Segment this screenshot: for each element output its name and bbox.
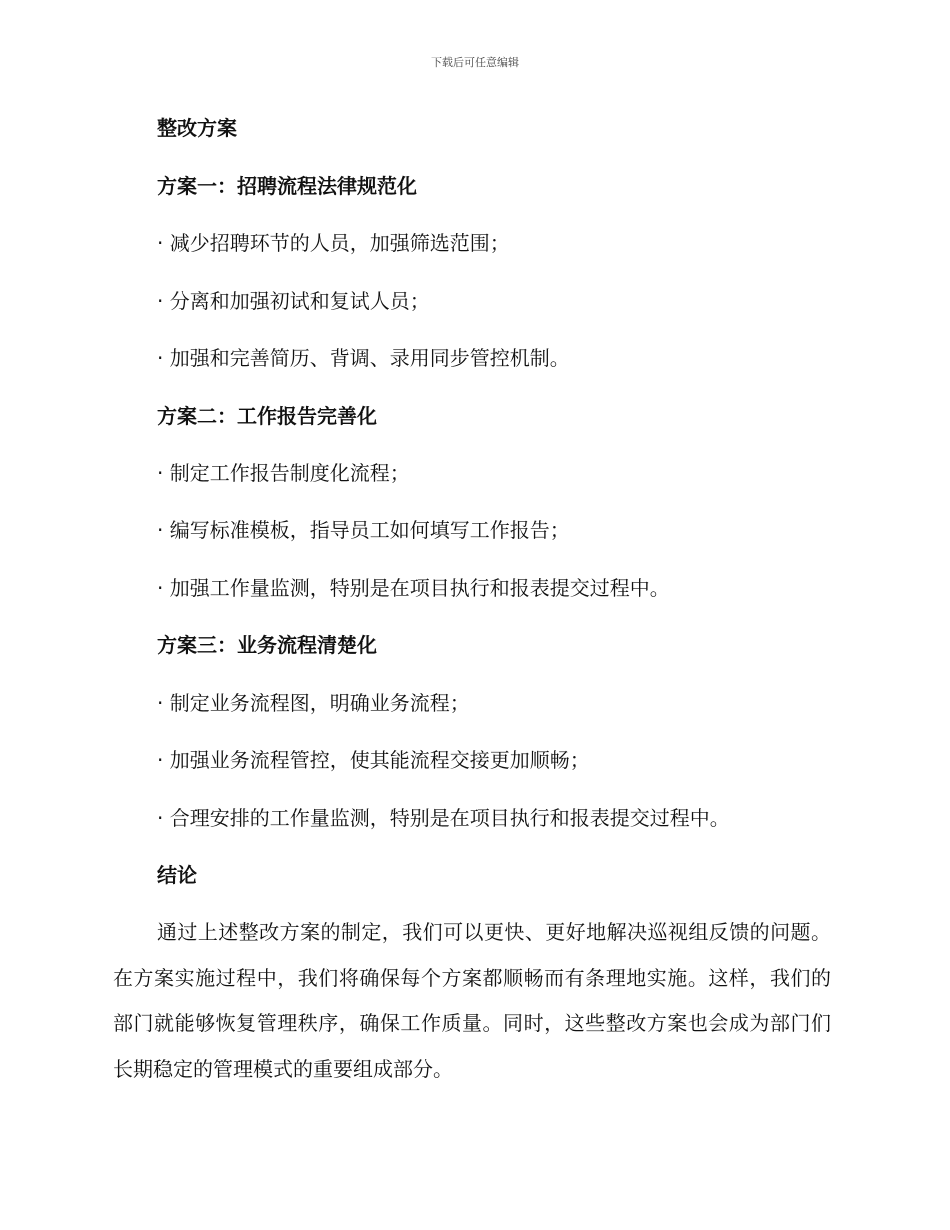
plan-2-heading: 方案二：工作报告完善化	[157, 404, 377, 428]
plan-1-item-2: · 分离和加强初试和复试人员；	[157, 289, 430, 313]
plan-1-item-3: · 加强和完善简历、背调、录用同步管控机制。	[157, 346, 570, 370]
conclusion-heading: 结论	[157, 863, 197, 887]
plan-2-item-2: · 编写标准模板，指导员工如何填写工作报告；	[157, 518, 570, 542]
plan-2-item-3: · 加强工作量监测，特别是在项目执行和报表提交过程中。	[157, 576, 670, 600]
plan-1-heading: 方案一：招聘流程法律规范化	[157, 174, 417, 198]
plan-3-heading: 方案三：业务流程清楚化	[157, 633, 377, 657]
conclusion-paragraph: 通过上述整改方案的制定，我们可以更快、更好地解决巡视组反馈的问题。在方案实施过程中，我们将确保每个方案都顺畅而有条理地实施。这样，我们的部门就能够恢复管理秩序，确保工作质量。同时，这些整改方案也会成为部门们长期稳定的管理模式的重要组成部分。	[113, 920, 831, 1081]
plan-3-item-2: · 加强业务流程管控，使其能流程交接更加顺畅；	[157, 748, 590, 772]
plan-3-item-3: · 合理安排的工作量监测，特别是在项目执行和报表提交过程中。	[157, 806, 730, 830]
document-title: 整改方案	[157, 116, 237, 140]
plan-1-item-1: · 减少招聘环节的人员，加强筛选范围；	[157, 231, 510, 255]
plan-3-item-1: · 制定业务流程图，明确业务流程；	[157, 691, 470, 715]
plan-2-item-1: · 制定工作报告制度化流程；	[157, 461, 410, 485]
page-header: 下载后可任意编辑	[431, 56, 519, 69]
